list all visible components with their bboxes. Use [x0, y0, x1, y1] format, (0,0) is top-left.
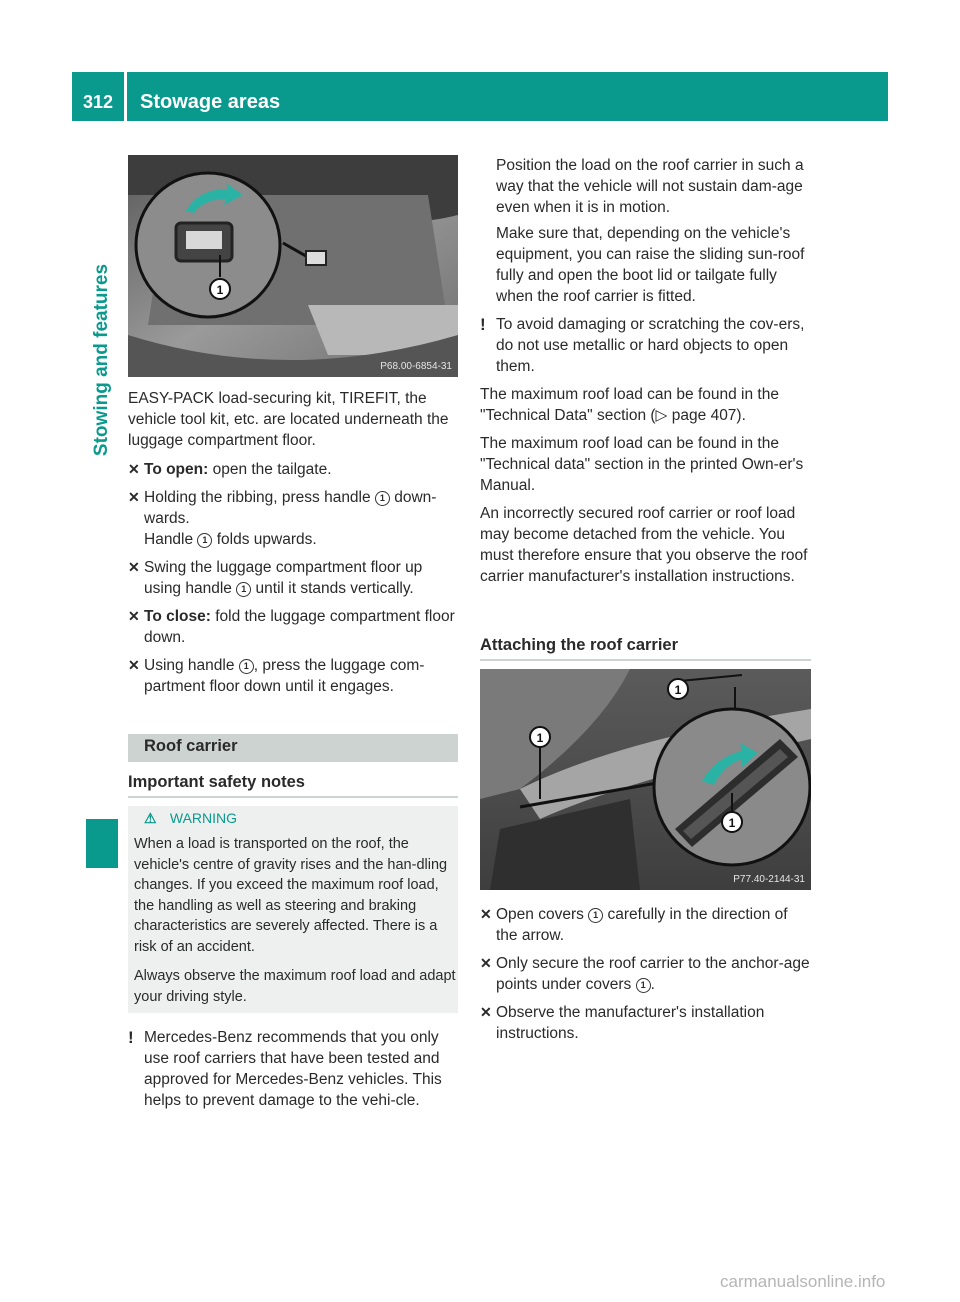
svg-text:1: 1	[728, 816, 736, 830]
bullet-x-icon: ✕	[128, 657, 140, 673]
callout-1: 1	[239, 659, 254, 674]
note-text: Mercedes-Benz recommends that you only use roof carriers that have been tested and approved for Mercedes-Benz vehicles. This helps to prevent damage to the vehi-cle.	[144, 1029, 442, 1109]
step-open-covers	[480, 904, 812, 946]
bullet-x-icon: ✕	[480, 906, 492, 922]
figure-callout: 1	[216, 283, 224, 297]
roof-carrier-figure	[480, 669, 811, 890]
step-text: down-wards.	[144, 489, 437, 527]
chapter-tab	[86, 120, 118, 600]
chapter-marker	[86, 819, 118, 868]
right-paragraph-2: Make sure that, depending on the vehicle's equipment, you can raise the sliding sun-roof fully and open the boot lid or tailgate fully when the roof carrier is fitted.	[496, 225, 805, 305]
step-text: Open covers	[496, 906, 589, 923]
step-text: open the tailgate.	[208, 461, 332, 478]
attach-rule	[480, 659, 811, 661]
left-column	[128, 388, 460, 697]
svg-text:1: 1	[674, 683, 682, 697]
bullet-x-icon: ✕	[480, 955, 492, 971]
step-swing-floor	[128, 557, 460, 599]
bullet-x-icon: ✕	[128, 461, 140, 477]
step-engage	[128, 655, 460, 697]
step-secure-carrier	[480, 953, 812, 995]
step-text: , press the luggage com-partment floor down until it engages.	[144, 657, 425, 695]
step-observe-instructions	[480, 1002, 812, 1044]
note-item	[128, 1027, 460, 1111]
warning-label: WARNING	[169, 810, 238, 826]
subsection-rule	[128, 796, 458, 798]
callout-1: 1	[197, 533, 212, 548]
page-header	[72, 72, 888, 121]
step-text: Using handle	[144, 657, 239, 674]
figure-code: P68.00-6854-31	[380, 361, 452, 372]
warning-box	[128, 806, 458, 1013]
right-paragraph-5: An incorrectly secured roof carrier or roof load may become detached from the vehicle. You must therefore ensure that you observe the roof carrier manufacturer's installation instructions.	[480, 505, 808, 585]
step-text: Swing the luggage compartment floor up using handle	[144, 559, 423, 597]
step-text: carefully in the direction of the arrow.	[496, 906, 788, 944]
step-text: Holding the ribbing, press handle	[144, 489, 375, 506]
exclamation-icon: !	[480, 315, 486, 334]
callout-1: 1	[588, 908, 603, 923]
step-lead: To open:	[144, 461, 209, 478]
right-column	[480, 155, 812, 587]
header-divider	[124, 72, 127, 121]
callout-1: 1	[375, 491, 390, 506]
step-text: fold the luggage compartment floor down.	[144, 608, 455, 646]
step-text: Observe the manufacturer's installation instructions.	[496, 1004, 765, 1042]
section-heading	[128, 734, 458, 762]
handle-note	[128, 529, 460, 550]
attach-steps	[480, 904, 812, 1044]
note-text: To avoid damaging or scratching the cov-ers, do not use metallic or hard objects to open them.	[496, 316, 805, 375]
bullet-x-icon: ✕	[128, 489, 140, 505]
callout-1: 1	[236, 582, 251, 597]
attach-heading: Attaching the roof carrier	[480, 636, 679, 654]
step-close	[128, 606, 460, 648]
page-title: Stowage areas	[140, 91, 281, 113]
left-note	[128, 1027, 460, 1111]
figure-code: P77.40-2144-31	[733, 874, 805, 885]
luggage-floor-illustration	[128, 155, 458, 377]
warning-text: When a load is transported on the roof, the vehicle's centre of gravity rises and the han-dling changes. If you exceed the maximum roof load, the handling as well as steering and braking characteristics are severely affected. There is a risk of an accident.	[134, 836, 448, 955]
right-note	[480, 314, 812, 377]
warning-advice: Always observe the maximum roof load and adapt your driving style.	[134, 968, 456, 1005]
exclamation-icon: !	[128, 1028, 134, 1047]
bullet-x-icon: ✕	[128, 559, 140, 575]
right-paragraph-4: The maximum roof load can be found in the "Technical data" section in the printed Own-er's Manual.	[480, 435, 804, 494]
bullet-x-icon: ✕	[480, 1004, 492, 1020]
page-number: 312	[82, 92, 114, 112]
right-paragraph-1: Position the load on the roof carrier in such a way that the vehicle will not sustain dam-age even when it is in motion.	[496, 157, 804, 216]
bullet-x-icon: ✕	[128, 608, 140, 624]
step-text: until it stands vertically.	[251, 580, 414, 597]
step-press-handle	[128, 487, 460, 529]
luggage-floor-figure	[128, 155, 458, 377]
note-text: folds upwards.	[212, 531, 317, 548]
note-text: Handle	[144, 531, 198, 548]
watermark: carmanualsonline.info	[720, 1272, 886, 1291]
warning-triangle-icon: ⚠	[144, 810, 157, 826]
step-text: .	[650, 976, 655, 993]
section-title: Roof carrier	[144, 737, 238, 755]
intro-paragraph: EASY-PACK load-securing kit, TIREFIT, the vehicle tool kit, etc. are located underneath the luggage compartment floor.	[128, 390, 449, 449]
subsection-title: Important safety notes	[128, 773, 305, 791]
step-text: Only secure the roof carrier to the anchor-age points under covers	[496, 955, 810, 993]
callout-1: 1	[636, 978, 651, 993]
svg-text:1: 1	[536, 731, 544, 745]
warning-header	[144, 810, 237, 827]
right-paragraph-3: The maximum roof load can be found in the "Technical Data" section (▷ page 407).	[480, 386, 779, 424]
chapter-label: Stowing and features	[91, 263, 112, 457]
step-open	[128, 459, 460, 480]
step-lead: To close:	[144, 608, 211, 625]
roof-carrier-illustration	[480, 669, 811, 890]
